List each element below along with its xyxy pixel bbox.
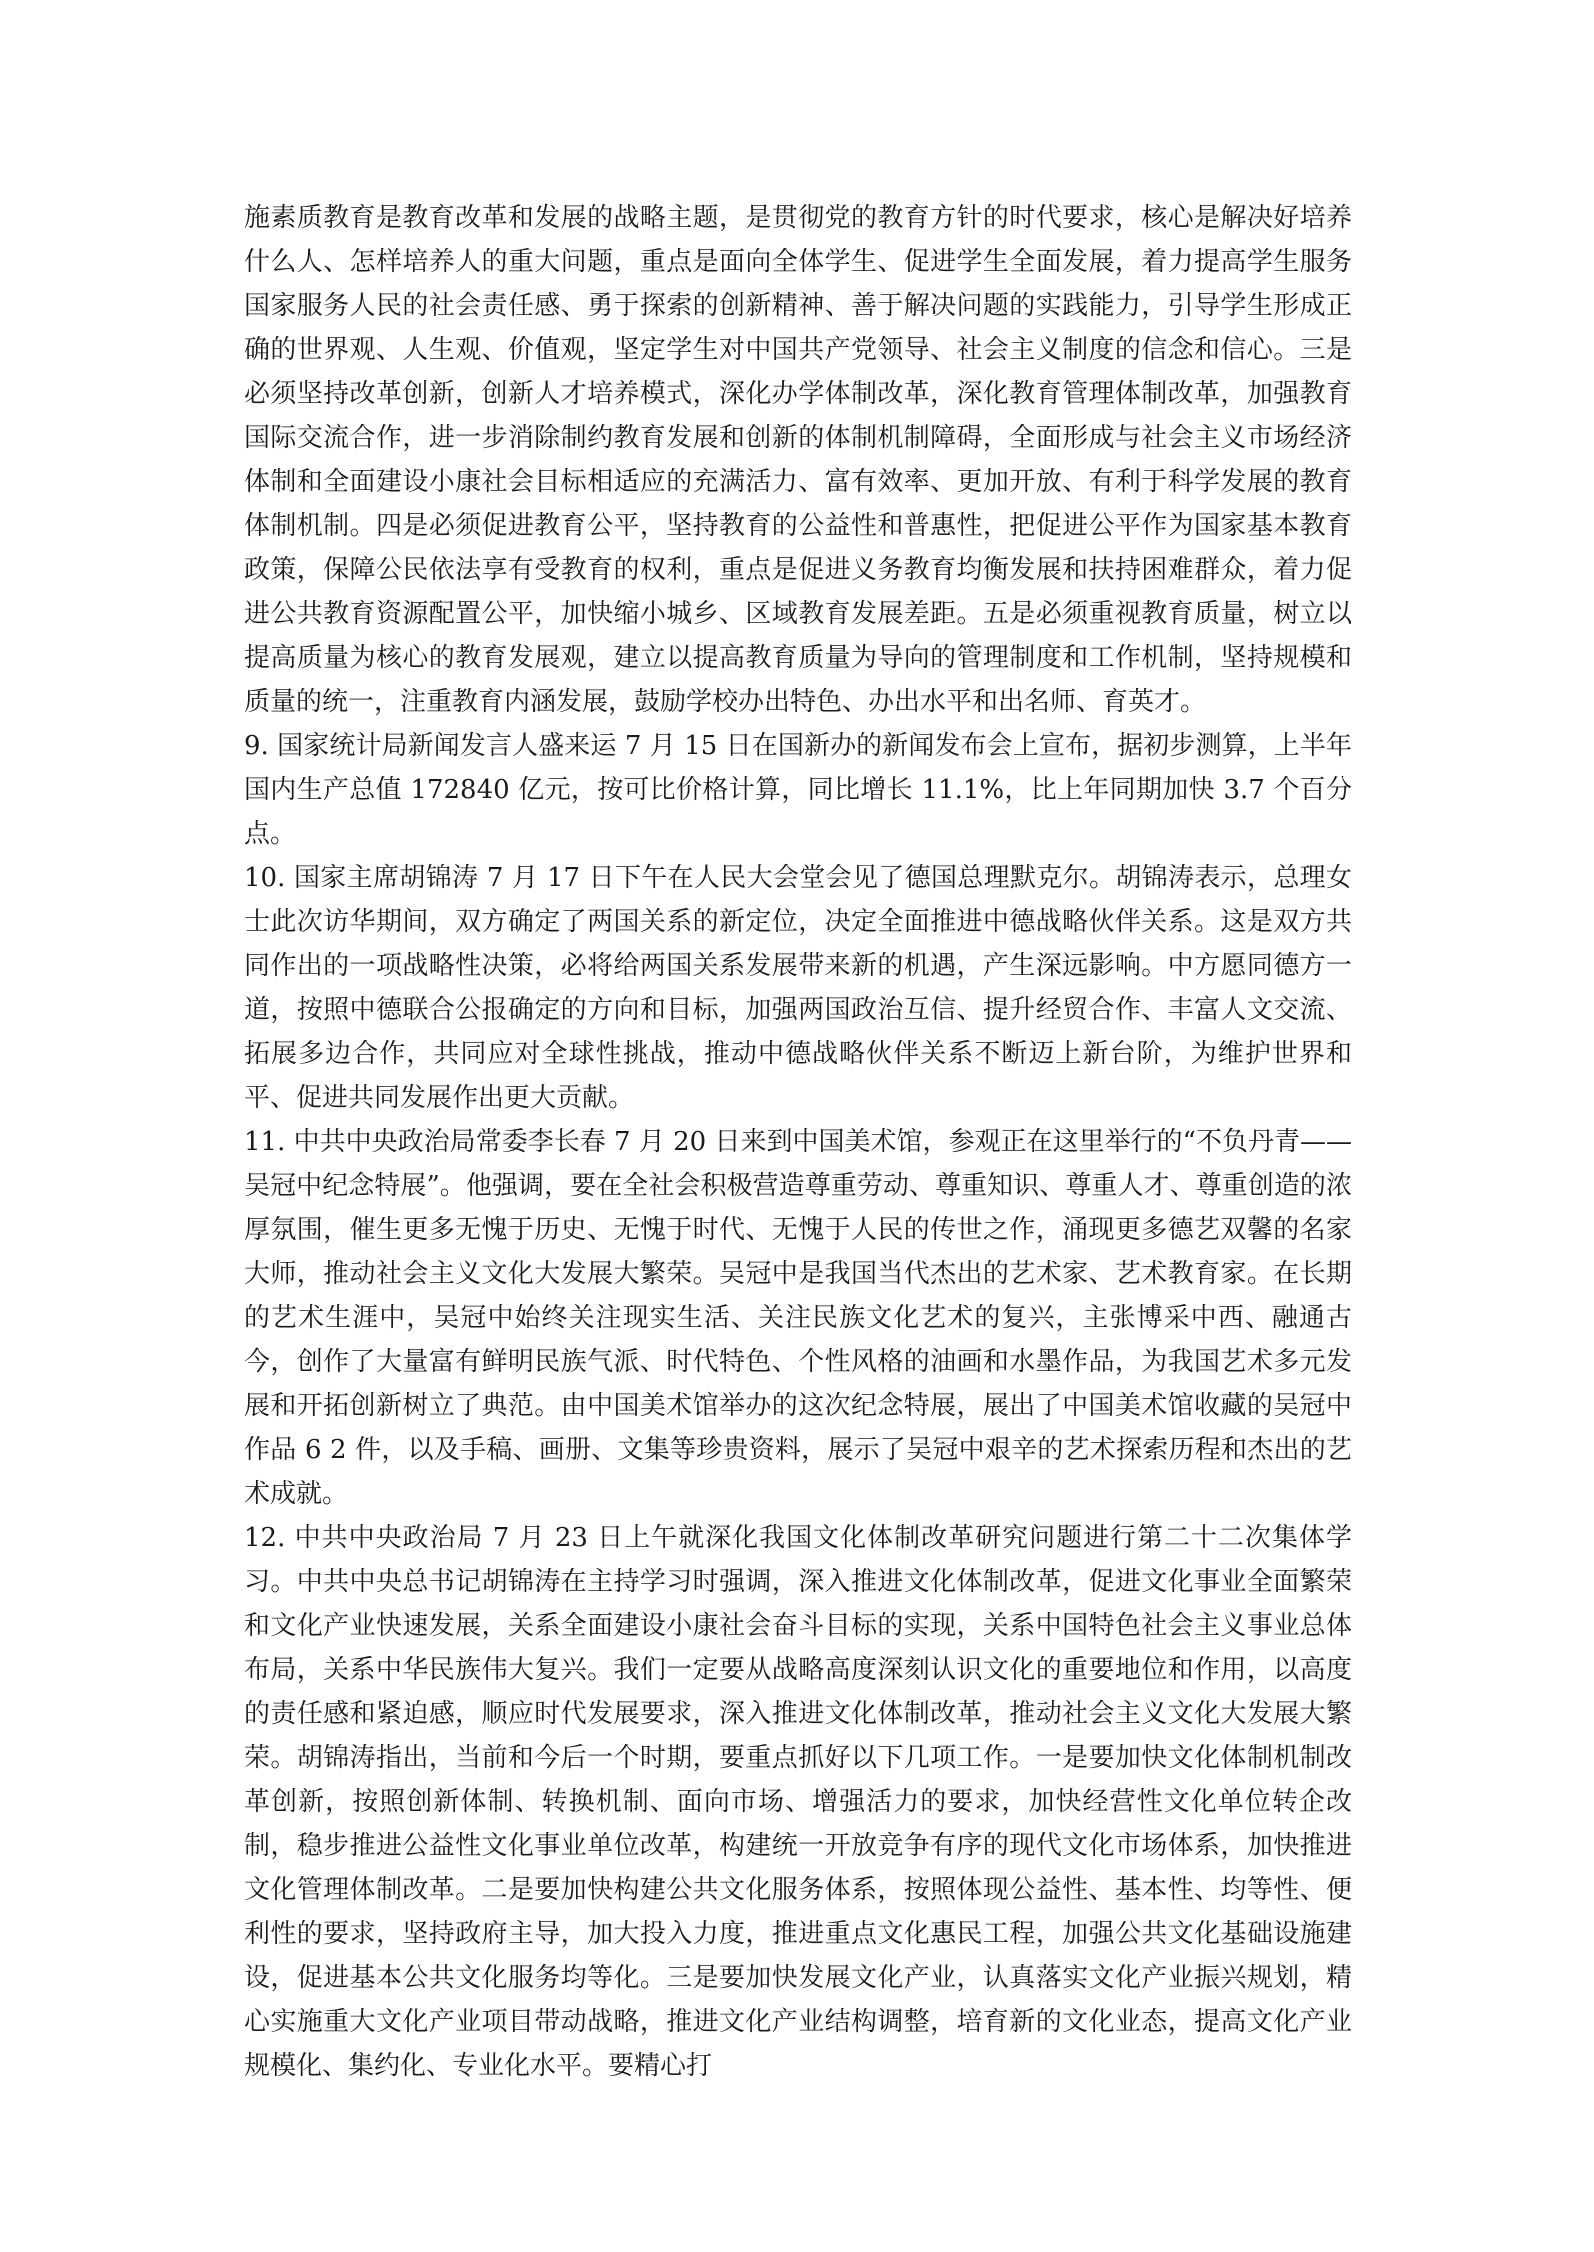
- paragraph-education-continued: 施素质教育是教育改革和发展的战略主题，是贯彻党的教育方针的时代要求，核心是解决好培养什么人、怎样培养人的重大问题，重点是面向全体学生、促进学生全面发展，着力提高学生服务国家服务人民的社会责任感、勇于探索的创新精神、善于解决问题的实践能力，引导学生形成正确的世界观、人生观、价值观，坚定学生对中国共产党领导、社会主义制度的信念和信心。三是必须坚持改革创新，创新人才培养模式，深化办学体制改革，深化教育管理体制改革，加强教育国际交流合作，进一步消除制约教育发展和创新的体制机制障碍，全面形成与社会主义市场经济体制和全面建设小康社会目标相适应的充满活力、富有效率、更加开放、有利于科学发展的教育体制机制。四是必须促进教育公平，坚持教育的公益性和普惠性，把促进公平作为国家基本教育政策，保障公民依法享有受教育的权利，重点是促进义务教育均衡发展和扶持困难群众，着力促进公共教育资源配置公平，加快缩小城乡、区域教育发展差距。五是必须重视教育质量，树立以提高质量为核心的教育发展观，建立以提高教育质量为导向的管理制度和工作机制，坚持规模和质量的统一，注重教育内涵发展，鼓励学校办出特色、办出水平和出名师、育英才。: [244, 203, 1352, 717]
- paragraph-item-12: 12. 中共中央政治局 7 月 23 日上午就深化我国文化体制改革研究问题进行第二十二次集体学习。中共中央总书记胡锦涛在主持学习时强调，深入推进文化体制改革，促进文化事业全面繁荣和文化产业快速发展，关系全面建设小康社会奋斗目标的实现，关系中国特色社会主义事业总体布局，关系中华民族伟大复兴。我们一定要从战略高度深刻认识文化的重要地位和作用，以高度的责任感和紧迫感，顺应时代发展要求，深入推进文化体制改革，推动社会主义文化大发展大繁荣。胡锦涛指出，当前和今后一个时期，要重点抓好以下几项工作。一是要加快文化体制机制改革创新，按照创新体制、转换机制、面向市场、增强活力的要求，加快经营性文化单位转企改制，稳步推进公益性文化事业单位改革，构建统一开放竞争有序的现代文化市场体系，加快推进文化管理体制改革。二是要加快构建公共文化服务体系，按照体现公益性、基本性、均等性、便利性的要求，坚持政府主导，加大投入力度，推进重点文化惠民工程，加强公共文化基础设施建设，促进基本公共文化服务均等化。三是要加快发展文化产业，认真落实文化产业振兴规划，精心实施重大文化产业项目带动战略，推进文化产业结构调整，培育新的文化业态，提高文化产业规模化、集约化、专业化水平。要精心打: [244, 1523, 1352, 2081]
- document-body: [244, 196, 1352, 2088]
- paragraph-item-10: 10. 国家主席胡锦涛 7 月 17 日下午在人民大会堂会见了德国总理默克尔。胡锦涛表示，总理女士此次访华期间，双方确定了两国关系的新定位，决定全面推进中德战略伙伴关系。这是双方共同作出的一项战略性决策，必将给两国关系发展带来新的机遇，产生深远影响。中方愿同德方一道，按照中德联合公报确定的方向和目标，加强两国政治互信、提升经贸合作、丰富人文交流、拓展多边合作，共同应对全球性挑战，推动中德战略伙伴关系不断迈上新台阶，为维护世界和平、促进共同发展作出更大贡献。: [244, 863, 1352, 1113]
- paragraph-item-11: 11. 中共中央政治局常委李长春 7 月 20 日来到中国美术馆，参观正在这里举行的“不负丹青——吴冠中纪念特展”。他强调，要在全社会积极营造尊重劳动、尊重知识、尊重人才、尊重创造的浓厚氛围，催生更多无愧于历史、无愧于时代、无愧于人民的传世之作，涌现更多德艺双馨的名家大师，推动社会主义文化大发展大繁荣。吴冠中是我国当代杰出的艺术家、艺术教育家。在长期的艺术生涯中，吴冠中始终关注现实生活、关注民族文化艺术的复兴，主张博采中西、融通古今，创作了大量富有鲜明民族气派、时代特色、个性风格的油画和水墨作品，为我国艺术多元发展和开拓创新树立了典范。由中国美术馆举办的这次纪念特展，展出了中国美术馆收藏的吴冠中作品 6 2 件，以及手稿、画册、文集等珍贵资料，展示了吴冠中艰辛的艺术探索历程和杰出的艺术成就。: [244, 1127, 1352, 1509]
- paragraph-item-9: 9. 国家统计局新闻发言人盛来运 7 月 15 日在国新办的新闻发布会上宣布，据初步测算，上半年国内生产总值 172840 亿元，按可比价格计算，同比增长 11.1%，比上年同期加快 3.7 个百分点。: [244, 731, 1352, 849]
